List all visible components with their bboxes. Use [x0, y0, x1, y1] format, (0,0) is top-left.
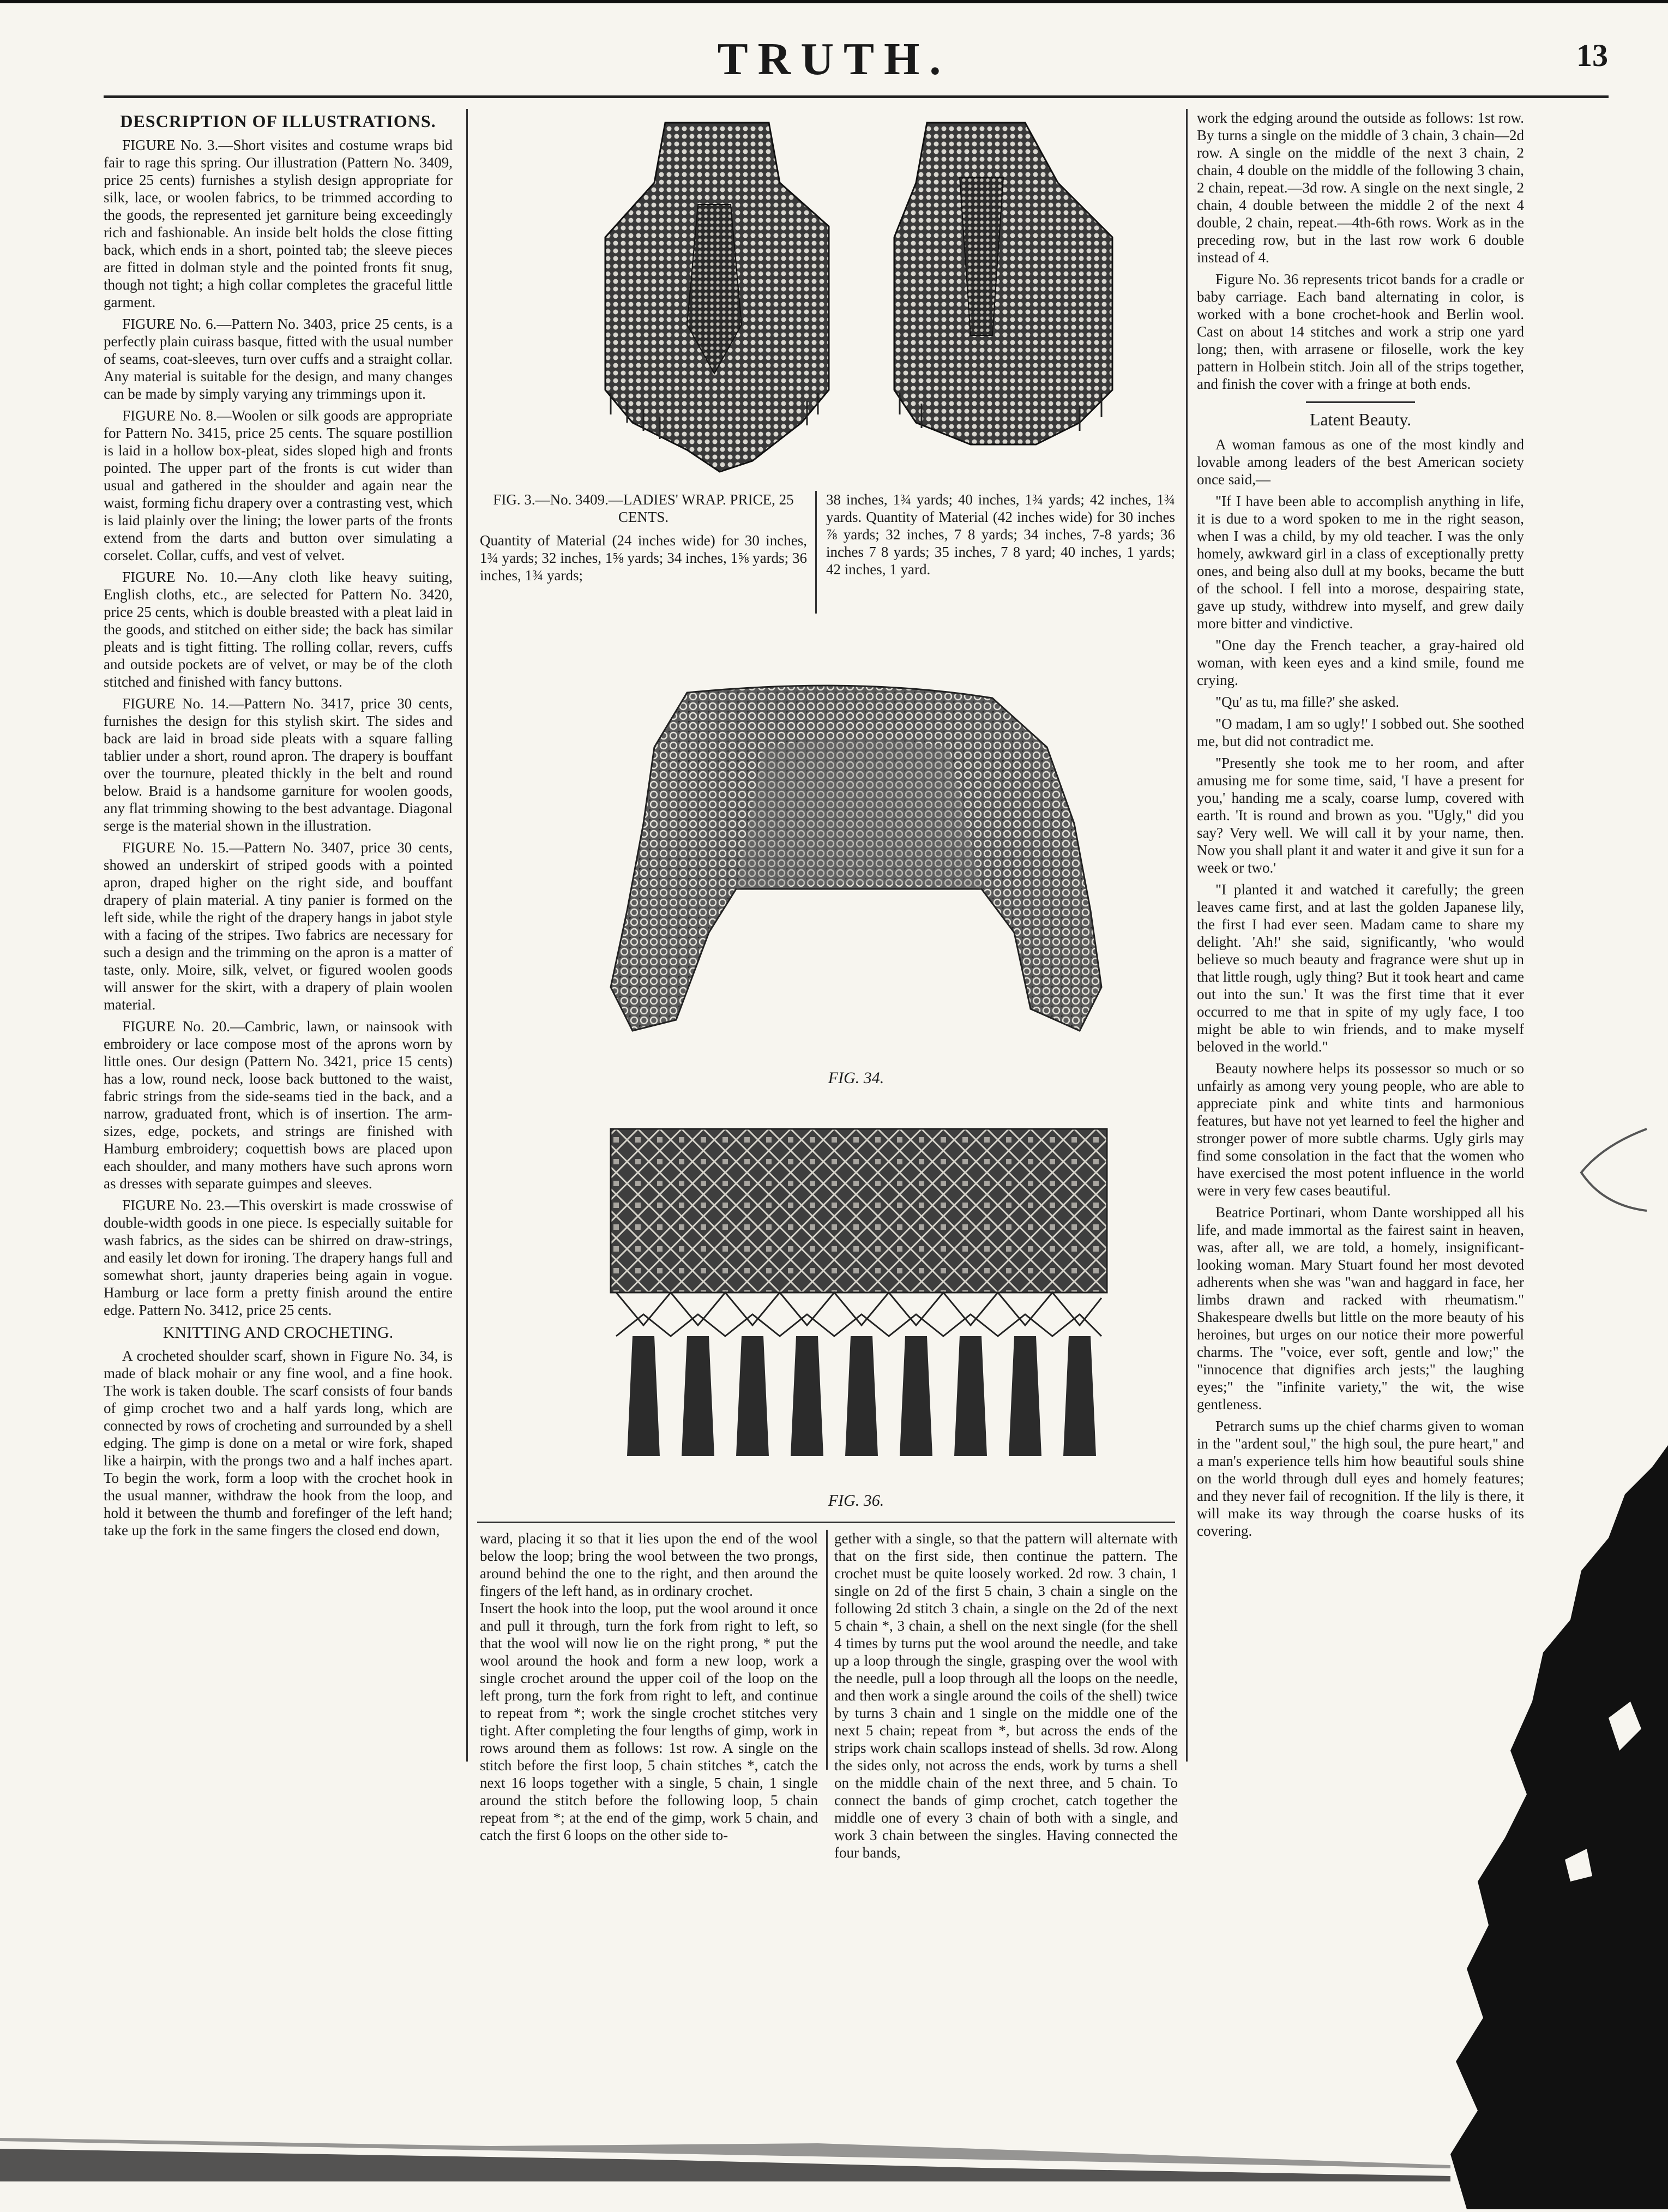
stray-ink-mark [1570, 1123, 1652, 1216]
paragraph-figure-3: FIGURE No. 3.—Short visites and costume wraps bid fair to rage this spring. Our illustration (Pattern No. 3409, price 25 cents) furnishes a stylish design appropriate for silk, lace, or woolen fabrics, to be trimmed according to the goods, the represented jet garniture being exceedingly rich and fashionable. An inside belt holds the close fitting back, which ends in a short, pointed tab; the sleeve pieces are fitted in dolman style and the pointed fronts fit snug, though not tight; a high collar completes the graceful little garment. [104, 137, 453, 310]
column-crochet-continued-a: ward, placing it so that it lies upon the end of the wool below the loop; bring the wool between the two prongs, around behind the one to the right, and then around the fingers of the left hand, as in ordinary crochet. Insert the hook into the loop, put the wool around it once and pull it through, turn the fork from right to left, so that the wool will now lie on the right prong, * put the wool around the hook and form a new loop, work a single crochet around the upper coil of the loop on the left prong, turn the fork from right to left, and continue to repeat from *; work the single crochet stitches very tight. After completing the four lengths of gimp, work in rows around them as follows: 1st row. A single on the stitch before the first loop, 5 chain stitches *, catch the next 16 loops together with a single, 5 chain, 1 single around the stitch before the following loop, 5 chain repeat from *; at the end of the gimp, work 5 chain, and catch the first 6 loops on the other side to- [480, 1530, 818, 1843]
scanner-streak [0, 2116, 1450, 2181]
latent-paragraph-9: Beatrice Portinari, whom Dante worshipped all his life, and made immortal as the fairest saint in heaven, was, after all, we are told, a homely, insignificant-looking woman. Mary Stuart found her most devoted adherents when she was "wan and haggard in face, her limbs drawn and racked with rheumatism." Shakespeare dwells but little on the more beauty of his heroines, but urges on our notice their more powerful charms. The "voice, ever soft, gentle and low;" the "innocence that dignifies arch jests;" the laughing eyes;" the "infinite variety," the wit, the wise gentleness. [1197, 1204, 1524, 1412]
knitting-heading: KNITTING AND CROCHETING. [162, 1324, 394, 1342]
masthead-title: TRUTH. [717, 34, 951, 85]
masthead-rule [104, 95, 1609, 98]
column-divider-3 [1186, 109, 1188, 1762]
page-number: 13 [1576, 38, 1608, 73]
paragraph-figure-8: FIGURE No. 8.—Woolen or silk goods are appropriate for Pattern No. 3415, price 25 cents. The square postillion is laid in a hollow box-pleat, sides sloped high and fronts pointed. The upper part of the fronts is cut wider than usual and gathered in the shoulder and again near the waist, forming fichu drapery over a contrasting vest, which is laid plainly over the lining; the lower parts of the fronts extend from the darts and button over simulating a corselet. Collar, cuffs, and vest of velvet. [104, 407, 453, 563]
latent-beauty-title: Latent Beauty. [1309, 410, 1412, 429]
latent-paragraph-1: A woman famous as one of the most kindly and lovable among leaders of the best American society once said,— [1197, 436, 1524, 488]
lower-section-rule [477, 1522, 1175, 1523]
paragraph-figure-10: FIGURE No. 10.—Any cloth like heavy suiting, English cloths, etc., are selected for Pattern No. 3420, price 25 cents, which is double breasted with a pleat laid in the goods, and stitched on either side; the back has similar pleats and is tight fitting. The rolling collar, revers, cuffs and outside pockets are of velvet, or may be of the cloth stitched and finished with fancy buttons. [104, 569, 453, 690]
figure-3-quantity-right: 38 inches, 1¾ yards; 40 inches, 1¾ yards; 42 inches, 1¾ yards. Quantity of Material (42 inches wide) for 30 inches ⅞ yards; 32 inches, 7 8 yards; 34 inches, 7-8 yards; 36 inches 7 8 yards; 35 inches, 7 8 yard; 40 inches, 1 yards; 42 inches, 1 yard. [826, 491, 1175, 578]
caption-divider [815, 491, 817, 614]
column-descriptions [104, 109, 453, 1767]
figure-3-wrap-illustration [589, 117, 1134, 472]
paragraph-figure-23: FIGURE No. 23.—This overskirt is made crosswise of double-width goods in one piece. Is especially suitable for wash fabrics, as the sides can be shirred on draw-strings, and easily let down for ironing. The drapery hangs full and somewhat short, jaunty draperies being again in vogue. Hamburg or lace form a pretty finish around the entire edge. Pattern No. 3412, price 25 cents. [104, 1197, 453, 1318]
figure-36-tricot-band-illustration [605, 1129, 1112, 1462]
figure-3-quantity-left: Quantity of Material (24 inches wide) for 30 inches, 1¾ yards; 32 inches, 1⅝ yards; 34 inches, 1⅝ yards; 36 inches, 1¾ yards; [480, 532, 807, 584]
paragraph-figure-14: FIGURE No. 14.—Pattern No. 3417, price 30 cents, furnishes the design for this stylish skirt. The sides and back are laid in broad side pleats with a square falling tablier under a short, round apron. The drapery is bouffant over the tournure, pleated thickly in the belt and round below. Braid is a handsome garniture for woolen goods, any flat trimming showing to the best advantage. Diagonal serge is the material shown in the illustration. [104, 695, 453, 834]
latent-paragraph-7: "I planted it and watched it carefully; the green leaves came first, and at last the golden Japanese lily, the first I had ever seen. Madam came to share my delight. 'Ah!' she said, significantly, 'who would believe so much beauty and fragrance were shut up in that little rough, ugly thing? But it took heart and came out into the sun.' It was the first time that it ever occurred to me that in spite of my ugly face, I too might be able to win friends, and to make myself beloved in the world." [1197, 881, 1524, 1055]
paragraph-figure-20: FIGURE No. 20.—Cambric, lawn, or nainsook with embroidery or lace compose most of the aprons worn by little ones. Our design (Pattern No. 3421, price 15 cents) has a low, round neck, loose back buttoned to the waist, fabric strings from the side-seams tied in the back, and a narrow, graduated front, which is of insertion. The arm-sizes, edge, pockets, and strings are finished with Hamburg embroidery; coquettish bows are placed upon each shoulder, and many mothers have such aprons worn as dresses with separate guimpes and sleeves. [104, 1018, 453, 1192]
paragraph-figure-6: FIGURE No. 6.—Pattern No. 3403, price 25 cents, is a perfectly plain cuirass basque, fitted with the usual number of seams, coat-sleeves, turn over cuffs and a straight collar. Any material is suitable for the design, and many changes can be made by simply varying any trimmings upon it. [104, 316, 453, 402]
latent-paragraph-2: "If I have been able to accomplish anything in life, it is due to a word spoken to me in the right season, when I was a child, by my old teacher. I was the only homely, awkward girl in a class of exceptionally pretty ones, and being also dull at my books, became the butt of the school. I fell into a morose, despairing state, gave up study, withdrew into myself, and grew daily more bitter and vindictive. [1197, 493, 1524, 632]
latent-paragraph-4: "Qu' as tu, ma fille?' she asked. [1215, 694, 1400, 710]
masthead [0, 33, 1668, 98]
figure-34-caption: FIG. 34. [828, 1069, 884, 1087]
figure-36-caption: FIG. 36. [828, 1492, 884, 1510]
column-divider-1 [466, 109, 468, 1762]
latent-paragraph-3: "One day the French teacher, a gray-haired old woman, with keen eyes and a kind smile, found me crying. [1197, 637, 1524, 688]
paragraph-figure-36: Figure No. 36 represents tricot bands for a cradle or baby carriage. Each band alternating in color, is worked with a bone crochet-hook and Berlin wool. Cast on about 14 stitches and work a strip one yard long; then, with arrasene or filoselle, work the key pattern in Holbein stitch. Join all of the strips together, and finish the cover with a fringe at both ends. [1197, 271, 1524, 392]
paragraph-knitting: A crocheted shoulder scarf, shown in Figure No. 34, is made of black mohair or any fine wool, and a fine hook. The work is taken double. The scarf consists of four bands of gimp crochet two and a half yards long, which are connected by rows of crocheting and surrounded by a shell edging. The gimp is done on a metal or wire fork, shaped like a hairpin, with the prongs two and a half inches apart. To begin the work, form a loop with the crochet hook in the usual manner, withdraw the hook from the loop, and hold it between the thumb and forefinger of the left hand; take up the fork in the same fingers the closed end down, [104, 1348, 453, 1538]
figure-3-caption: FIG. 3.—No. 3409.—LADIES' WRAP. PRICE, 25 CENTS. [493, 491, 794, 525]
latent-paragraph-5: "O madam, I am so ugly!' I sobbed out. She soothed me, but did not contradict me. [1197, 716, 1524, 749]
paragraph-figure-15: FIGURE No. 15.—Pattern No. 3407, price 30 cents, showed an underskirt of striped goods with a pointed apron, draped higher on the right side, and bouffant drapery of plain material. A tiny panier is formed on the left side, while the right of the drapery hangs in jabot style with a facing of the stripes. Two fabrics are necessary for such a design and the trimming on the apron is a matter of taste, only. Moire, silk, velvet, or figured woolen goods will answer for the skirt, with a drapery of plain woolen material. [104, 839, 453, 1013]
column-crochet-continued-b: gether with a single, so that the pattern will alternate with that on the first side, then continue the pattern. The crochet must be quite loosely worked. 2d row. 3 chain, 1 single on 2d of the first 5 chain, 3 chain a single on the following 2d stitch 3 chain, a single on the 2d of the next 5 chain *, 3 chain, a shell on the next single (for the shell 4 times by turns put the wool around the needle, and take up a loop through the single, grasping over the wool with the needle, pull a loop through all the loops on the needle, and then work a single around the coils of the shell) twice by turns 3 chain and 1 single on the middle one of the next 5 chain; repeat from *, but across the ends of the strips work chain scallops instead of shells. 3d row. Along the sides only, not across the ends, work by turns a shell on the middle chain of the next three, and 5 chain. To connect the bands of gimp crochet, catch together the middle one of every 3 chain of both with a single, and work 3 chain between the singles. Having connected the four bands, [834, 1530, 1178, 1861]
torn-page-corner [1445, 1445, 1668, 2209]
paragraph-edging: work the edging around the outside as follows: 1st row. By turns a single on the middle of 3 chain, 3 chain—2d row. A single on the middle of the next 3 chain, 2 chain, 4 double on the middle of the following 3 chain, 2 chain, repeat.—3d row. A single on the next single, 2 chain, 4 double between the middle 2 of the next 4 double, 2 chain, repeat.—4th-6th rows. Work as in the preceding row, but in the last row work 6 double instead of 4. [1197, 110, 1524, 266]
latent-paragraph-10: Petrarch sums up the chief charms given to woman in the "ardent soul," the high soul, the pure heart," and a man's experience tells him how beautiful souls shine on the world through dull eyes and homely features; and they never fail of recognition. If the lily is there, it will make its way through the coarse husks of its covering. [1197, 1418, 1524, 1539]
latent-paragraph-6: "Presently she took me to her room, and after amusing me for some time, said, 'I have a present for you,' handing me a scaly, coarse lump, covered with earth. 'It is round and brown as you. "Ugly," did you say? Very well. We will call it by your name, then. Now you shall plant it and water it and give it sun for a week or two.' [1197, 755, 1524, 876]
top-edge-rule [0, 0, 1668, 3]
figure-34-scarf-illustration [600, 682, 1112, 1042]
descriptions-heading: DESCRIPTION OF ILLUSTRATIONS. [120, 111, 436, 131]
latent-paragraph-8: Beauty nowhere helps its possessor so much or so unfairly as among very young people, who are able to appreciate pink and white tints and harmonious features, but have not yet learned to feel the higher and stronger power of more subtle charms. Ugly girls may find some consolation in the fact that the women who have exercised the most potent influence in the world were in very few cases beautiful. [1197, 1060, 1524, 1199]
column-divider-lower [826, 1530, 828, 1770]
section-ornament-rule [1306, 401, 1415, 403]
